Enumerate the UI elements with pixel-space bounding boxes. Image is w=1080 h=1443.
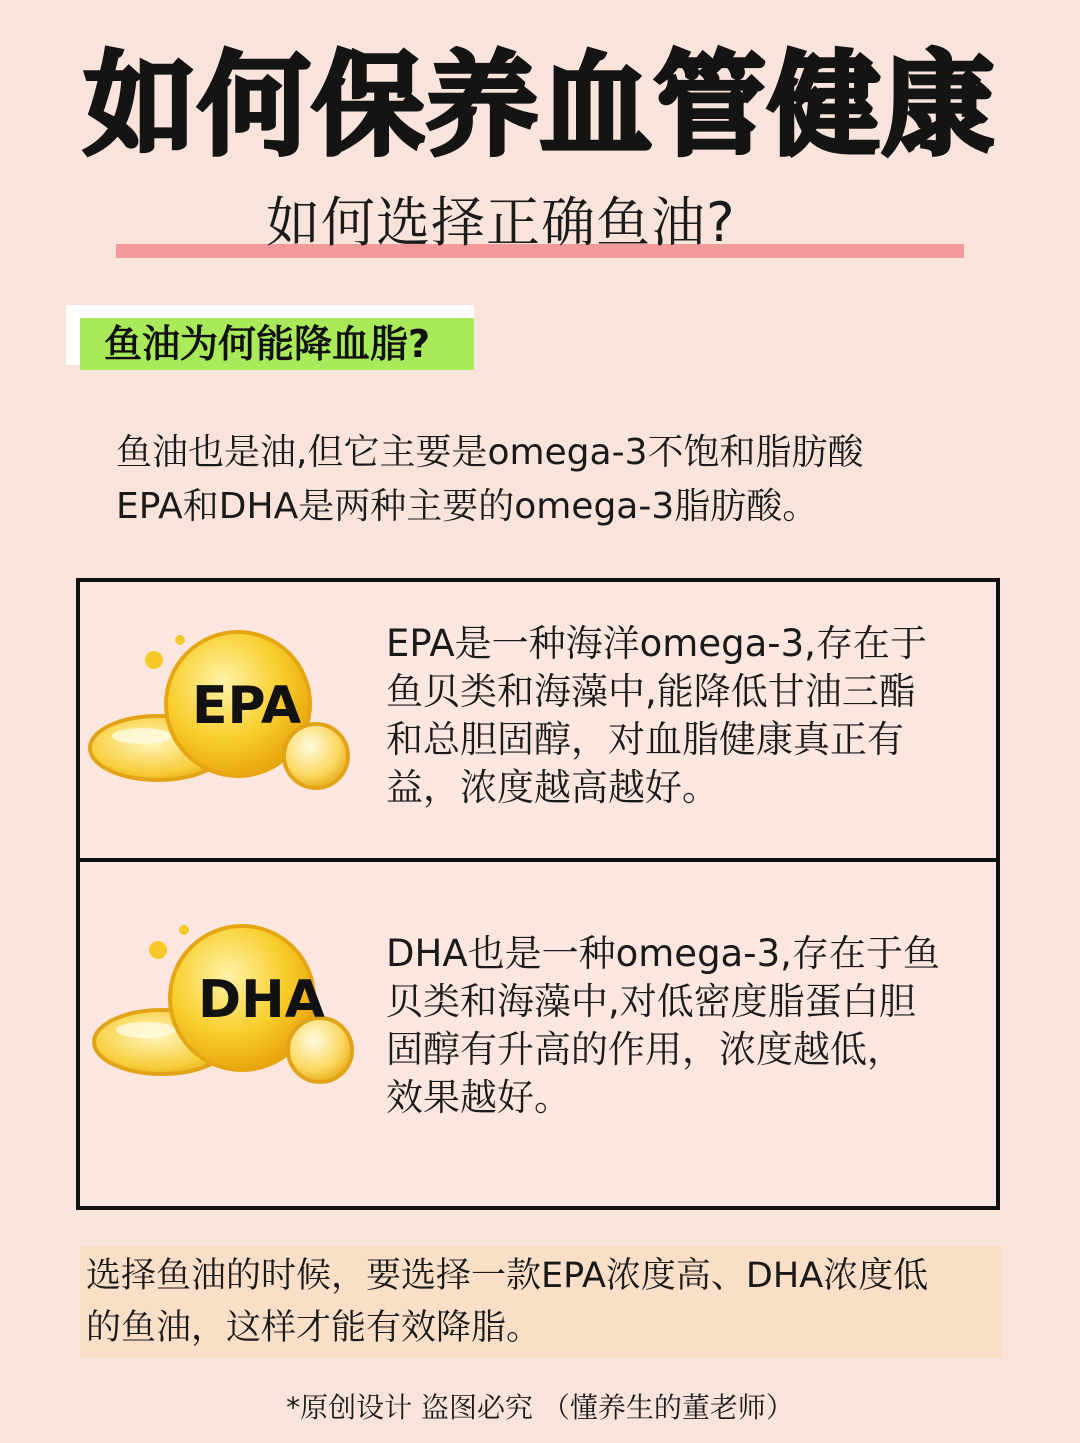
text-line: 鱼贝类和海藻中,能降低甘油三酯 (386, 670, 916, 713)
epa-row (80, 582, 996, 858)
dha-row (80, 862, 996, 1210)
conclusion-line: 选择鱼油的时候，要选择一款EPA浓度高、DHA浓度低 (86, 1256, 929, 1296)
text-line: 和总胆固醇，对血脂健康真正有 (386, 718, 904, 761)
section-label: 鱼油为何能降血脂? (80, 318, 474, 370)
intro-text (116, 426, 1016, 534)
subtitle: 如何选择正确鱼油? (266, 191, 736, 254)
text-line: 效果越好。 (386, 1076, 571, 1119)
text-line: 贝类和海藻中,对低密度脂蛋白胆 (386, 980, 916, 1023)
epa-description (386, 620, 986, 812)
epa-badge: EPA (192, 676, 302, 736)
page-title: 如何保养血管健康 (84, 41, 996, 171)
dha-badge: DHA (198, 970, 325, 1030)
text-line: 固醇有升高的作用，浓度越低， (386, 1028, 904, 1071)
text-line: DHA也是一种omega-3,存在于鱼 (386, 932, 940, 975)
conclusion-line: 的鱼油，这样才能有效降脂。 (86, 1308, 542, 1348)
conclusion-box (80, 1246, 1002, 1358)
intro-line: EPA和DHA是两种主要的omega-3脂肪酸。 (116, 486, 819, 527)
dha-description (386, 930, 986, 1122)
footer-credit: *原创设计 盗图必究 （懂养生的董老师） (286, 1391, 794, 1424)
intro-line: 鱼油也是油,但它主要是omega-3不饱和脂肪酸 (116, 432, 864, 473)
info-box (76, 578, 1000, 1210)
text-line: EPA是一种海洋omega-3,存在于 (386, 622, 927, 665)
text-line: 益，浓度越高越好。 (386, 766, 719, 809)
